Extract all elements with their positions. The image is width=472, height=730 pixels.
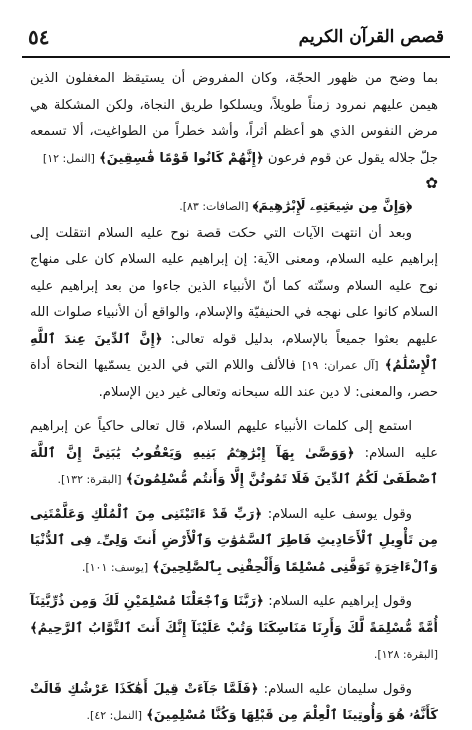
paragraph-4 <box>30 414 438 494</box>
verse-reference: [الصافات: ٨٣]. <box>179 200 249 213</box>
spacer <box>30 669 438 677</box>
flower-ornament-icon: ✿ <box>425 174 438 192</box>
paragraph-1 <box>30 66 438 172</box>
spacer <box>30 581 438 589</box>
page-number: ٥٤ <box>28 25 50 49</box>
paragraph-text: استمع إلى كلمات الأنبياء عليهم السلام، قال تعالى حاكياً عن إبراهيم عليه السلام: <box>30 419 438 461</box>
verse-reference: [النمل: ٤٢]. <box>86 709 143 722</box>
quran-verse: ﴿إِنَّ ٱلدِّينَ عِندَ ٱللَّهِ ٱلْإِسْلَٰمُ﴾ <box>30 331 438 373</box>
verse-reference: [النمل: ١٢] <box>42 151 95 165</box>
paragraph-text: وقول سليمان عليه السلام: <box>258 681 412 697</box>
book-title: قصص القرآن الكريم <box>298 27 444 47</box>
paragraph-6 <box>30 589 438 669</box>
quran-verse: ﴿رَبِّ قَدْ ءَاتَيْتَنِى مِنَ ٱلْمُلْكِ وَعَلَّمْتَنِى مِن تَأْوِيلِ ٱلْأَحَادِيثِ فَاطِرَ ٱلسَّمَٰوَٰتِ وَٱلْأَرْضِ أَنتَ وَلِىِّۦ فِى ٱلدُّنْيَا وَٱلْءَاخِرَةِ تَوَفَّنِى مُسْلِمًا وَأَلْحِقْنِى بِٱلصَّٰلِحِينَ﴾ <box>30 506 438 575</box>
verse-reference: [آل عمران: ١٩] <box>302 359 379 372</box>
quran-verse: ﴿رَبَّنَا وَٱجْعَلْنَا مُسْلِمَيْنِ لَكَ وَمِن ذُرِّيَّتِنَآ أُمَّةً مُّسْلِمَةً لَّكَ وَأَرِنَا مَنَاسِكَنَا وَتُبْ عَلَيْنَآ إِنَّكَ أَنتَ ٱلتَّوَّابُ ٱلرَّحِيمُ﴾ <box>30 594 438 636</box>
paragraph-text: وقول يوسف عليه السلام: <box>262 506 412 522</box>
spacer <box>30 406 438 414</box>
quran-verse: ﴿فَلَمَّا جَآءَتْ قِيلَ أَهَٰكَذَا عَرْشُكِ قَالَتْ كَأَنَّهُۥ هُوَ وَأُوتِينَا ٱلْعِلْمَ مِن قَبْلِهَا وَكُنَّا مُسْلِمِينَ﴾ <box>30 681 438 723</box>
header-divider <box>22 56 450 58</box>
paragraph-5 <box>30 502 438 582</box>
quran-verse: ﴿إِنَّهُمْ كَانُوا قَوْمًا فَٰسِقِينَ﴾ <box>99 150 264 166</box>
verse-reference: [يوسف: ١٠١]. <box>81 560 149 574</box>
paragraph-text: وقول إبراهيم عليه السلام: <box>263 594 412 609</box>
paragraph-3 <box>30 221 438 407</box>
paragraph-text: فالألف واللام التي في الدين يسمّيها النحاة أداة حصر، والمعنى: لا دين عند الله سبحانه وتعالى غير دين الإسلام. <box>30 358 438 400</box>
paragraph-2 <box>30 194 438 221</box>
page-header <box>28 22 444 52</box>
paragraph-text: بما وضح من ظهور الحجّة، وكان المفروض أن يستيقظ المغفلون الذين هيمن عليهم نمرود زمناً طويلاً، ويسلكوا طريق النجاة، ولكن المشكلة هي مرض النفوس الذي هو أعظم أثراً، وأشد خطراً من الطواغيت، ألا تسمعه جلّ جلاله يقول عن قوم فرعون <box>30 71 438 166</box>
paragraph-text: وبعد أن انتهت الآيات التي حكت قصة نوح عليه السلام انتقلت إلى إبراهيم عليه السلام، ومعنى الآية: إن إبراهيم عليه السلام كان على منهاج نوح عليه السلام وسنّته كما أنّ الأنبياء الذين جاءوا من بعد إبراهيم عليه السلام كانوا على نهجه في الحنيفيّة والإسلام، والواقع أن الأنبياء صلوات الله عليهم بعثوا جميعاً بالإسلام، بدليل قوله تعالى: <box>30 225 438 347</box>
verse-reference: [البقرة: ١٣٢]. <box>57 473 122 486</box>
paragraph-7 <box>30 677 438 730</box>
page-content <box>30 66 438 723</box>
spacer <box>30 494 438 502</box>
verse-reference: [البقرة: ١٢٨]. <box>373 648 438 661</box>
quran-verse: ﴿وَوَصَّىٰ بِهَآ إِبْرَٰهِـۧمُ بَنِيهِ وَيَعْقُوبُ يَٰبَنِىَّ إِنَّ ٱللَّهَ ٱصْطَفَىٰ لَكُمُ ٱلدِّينَ فَلَا تَمُوتُنَّ إِلَّا وَأَنتُم مُّسْلِمُونَ﴾ <box>30 445 438 487</box>
quran-verse: ﴿وَإِنَّ مِن شِيعَتِهِۦ لَإِبْرَٰهِيمَ﴾ <box>252 199 412 214</box>
